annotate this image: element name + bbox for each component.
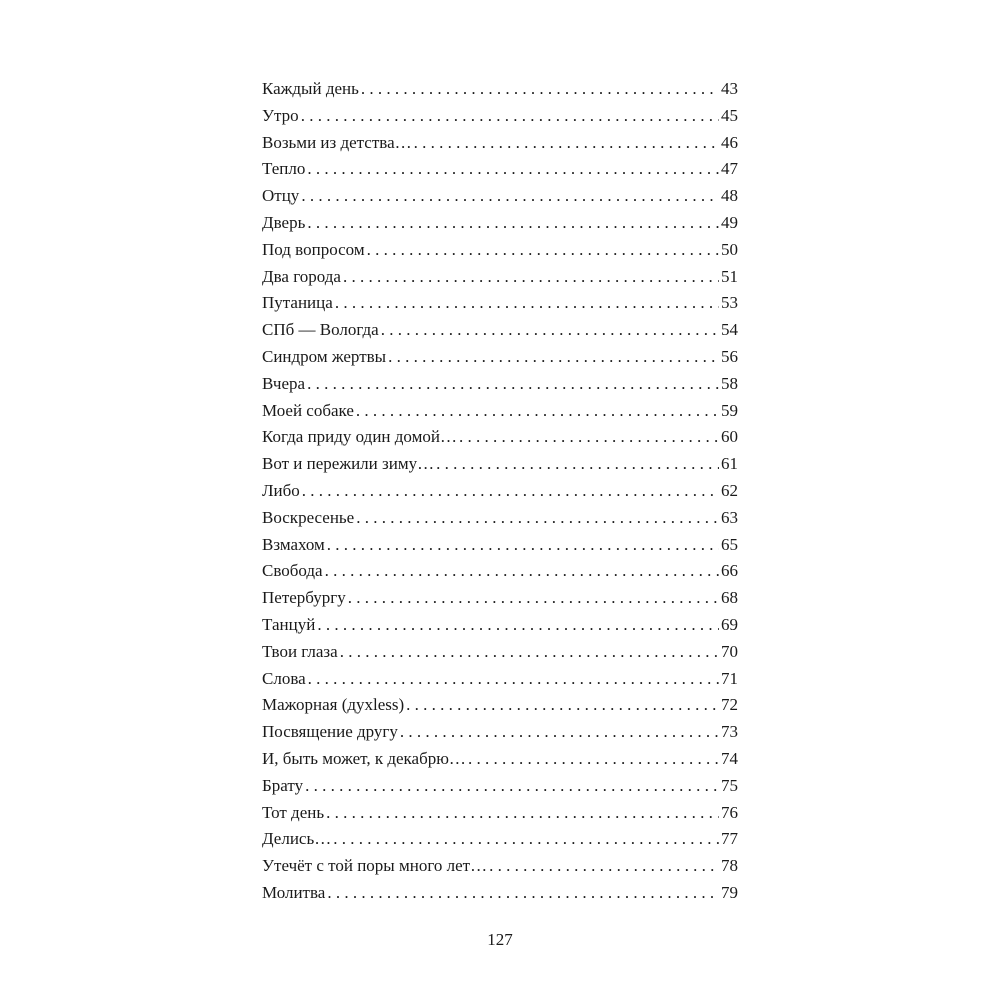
toc-entry-title: Когда приду один домой… xyxy=(262,427,457,447)
toc-entry xyxy=(262,264,738,291)
dot-leader xyxy=(325,880,719,907)
dot-leader xyxy=(305,210,719,237)
dot-leader xyxy=(354,398,719,425)
toc-entry xyxy=(262,183,738,210)
dot-leader xyxy=(338,639,719,666)
toc-entry xyxy=(262,719,738,746)
toc-entry xyxy=(262,826,738,853)
toc-entry-page: 50 xyxy=(721,239,738,259)
toc-entry xyxy=(262,290,738,317)
table-of-contents xyxy=(262,76,738,907)
page-number: 127 xyxy=(487,930,513,949)
toc-entry-title: Вчера xyxy=(262,373,306,393)
toc-entry xyxy=(262,156,738,183)
toc-entry-title: Возьми из детства… xyxy=(262,132,412,152)
dot-leader xyxy=(398,719,719,746)
toc-entry-page: 51 xyxy=(721,266,738,286)
toc-entry-title: Петербургу xyxy=(262,588,346,608)
dot-leader xyxy=(333,290,719,317)
toc-entry-title: Дверь xyxy=(262,212,306,232)
toc-entry xyxy=(262,478,738,505)
toc-entry-title: СПб — Вологда xyxy=(262,320,379,340)
toc-entry-title: Синдром жертвы xyxy=(262,346,387,366)
toc-entry-page: 77 xyxy=(721,829,738,849)
dot-leader xyxy=(303,773,719,800)
toc-entry xyxy=(262,612,738,639)
dot-leader xyxy=(386,344,719,371)
toc-entry-title: Утечёт с той поры много лет… xyxy=(262,856,488,876)
toc-entry-page: 48 xyxy=(721,186,738,206)
toc-entry-title: Брату xyxy=(262,775,304,795)
toc-entry-title: Утро xyxy=(262,105,299,125)
toc-entry-page: 70 xyxy=(721,641,738,661)
toc-entry-page: 76 xyxy=(721,802,738,822)
toc-entry xyxy=(262,451,738,478)
dot-leader xyxy=(365,237,719,264)
toc-entry-page: 72 xyxy=(721,695,738,715)
toc-entry-title: Либо xyxy=(262,480,300,500)
toc-entry-page: 60 xyxy=(721,427,738,447)
dot-leader xyxy=(325,532,719,559)
toc-entry xyxy=(262,317,738,344)
toc-entry-title: Мажорная (духless) xyxy=(262,695,405,715)
toc-entry xyxy=(262,692,738,719)
toc-entry-page: 78 xyxy=(721,856,738,876)
toc-entry xyxy=(262,210,738,237)
toc-entry-title: Посвящение другу xyxy=(262,722,398,742)
toc-entry-page: 74 xyxy=(721,748,738,768)
toc-entry xyxy=(262,76,738,103)
toc-entry-title: Твои глаза xyxy=(262,641,338,661)
toc-entry-title: И, быть может, к декабрю… xyxy=(262,748,466,768)
dot-leader xyxy=(379,317,719,344)
toc-entry-page: 75 xyxy=(721,775,738,795)
toc-entry-title: Свобода xyxy=(262,561,323,581)
toc-entry-page: 61 xyxy=(721,454,738,474)
toc-entry-page: 62 xyxy=(721,480,738,500)
dot-leader xyxy=(341,264,719,291)
toc-entry-page: 66 xyxy=(721,561,738,581)
dot-leader xyxy=(466,746,719,773)
toc-entry-title: Каждый день xyxy=(262,79,359,98)
toc-entry xyxy=(262,853,738,880)
toc-entry-title: Тепло xyxy=(262,159,306,179)
toc-entry-page: 65 xyxy=(721,534,738,554)
toc-entry xyxy=(262,237,738,264)
toc-entry xyxy=(262,639,738,666)
toc-entry-title: Вот и пережили зиму… xyxy=(262,454,435,474)
dot-leader xyxy=(331,826,719,853)
dot-leader xyxy=(306,666,719,693)
dot-leader xyxy=(305,156,719,183)
toc-entry-title: Два города xyxy=(262,266,341,286)
toc-entry-page: 63 xyxy=(721,507,738,527)
toc-entry xyxy=(262,398,738,425)
toc-entry xyxy=(262,773,738,800)
toc-entry-title: Моей собаке xyxy=(262,400,354,420)
toc-entry xyxy=(262,505,738,532)
toc-entry-title: Тот день xyxy=(262,802,325,822)
dot-leader xyxy=(299,103,719,130)
dot-leader xyxy=(300,478,719,505)
dot-leader xyxy=(315,612,719,639)
toc-entry-title: Танцуй xyxy=(262,614,316,634)
toc-entry xyxy=(262,585,738,612)
toc-entry-page: 56 xyxy=(721,346,738,366)
toc-entry-page: 53 xyxy=(721,293,738,313)
dot-leader xyxy=(359,76,719,103)
toc-entry-title: Молитва xyxy=(262,882,326,902)
toc-entry-title: Путаница xyxy=(262,293,333,313)
toc-entry-page: 58 xyxy=(721,373,738,393)
toc-entry-title: Отцу xyxy=(262,186,300,206)
dot-leader xyxy=(346,585,719,612)
toc-entry xyxy=(262,558,738,585)
toc-entry-title: Взмахом xyxy=(262,534,325,554)
toc-entry-title: Воскресенье xyxy=(262,507,355,527)
toc-entry-title: Слова xyxy=(262,668,306,688)
toc-entry-page: 47 xyxy=(721,159,738,179)
dot-leader xyxy=(412,130,719,157)
toc-entry-page: 45 xyxy=(721,105,738,125)
dot-leader xyxy=(434,451,719,478)
dot-leader xyxy=(323,558,719,585)
toc-entry-page: 71 xyxy=(721,668,738,688)
toc-entry-page: 73 xyxy=(721,722,738,742)
dot-leader xyxy=(487,853,719,880)
toc-entry-page: 79 xyxy=(721,882,738,902)
dot-leader xyxy=(299,183,719,210)
toc-entry xyxy=(262,880,738,907)
toc-entry xyxy=(262,371,738,398)
toc-entry-page: 59 xyxy=(721,400,738,420)
toc-entry xyxy=(262,800,738,827)
toc-entry-page: 49 xyxy=(721,212,738,232)
toc-entry-page: 46 xyxy=(721,132,738,152)
toc-entry xyxy=(262,103,738,130)
dot-leader xyxy=(404,692,719,719)
toc-entry-title: Делись… xyxy=(262,829,332,849)
dot-leader xyxy=(324,800,719,827)
dot-leader xyxy=(354,505,719,532)
toc-entry-page: 69 xyxy=(721,614,738,634)
toc-entry-page: 68 xyxy=(721,588,738,608)
toc-entry xyxy=(262,746,738,773)
toc-entry xyxy=(262,532,738,559)
toc-entry xyxy=(262,130,738,157)
toc-entry xyxy=(262,666,738,693)
toc-entry xyxy=(262,344,738,371)
toc-entry xyxy=(262,424,738,451)
toc-entry-title: Под вопросом xyxy=(262,239,365,259)
toc-entry-page: 54 xyxy=(721,320,738,340)
dot-leader xyxy=(457,424,719,451)
dot-leader xyxy=(305,371,719,398)
toc-entry-page: 43 xyxy=(721,79,738,98)
